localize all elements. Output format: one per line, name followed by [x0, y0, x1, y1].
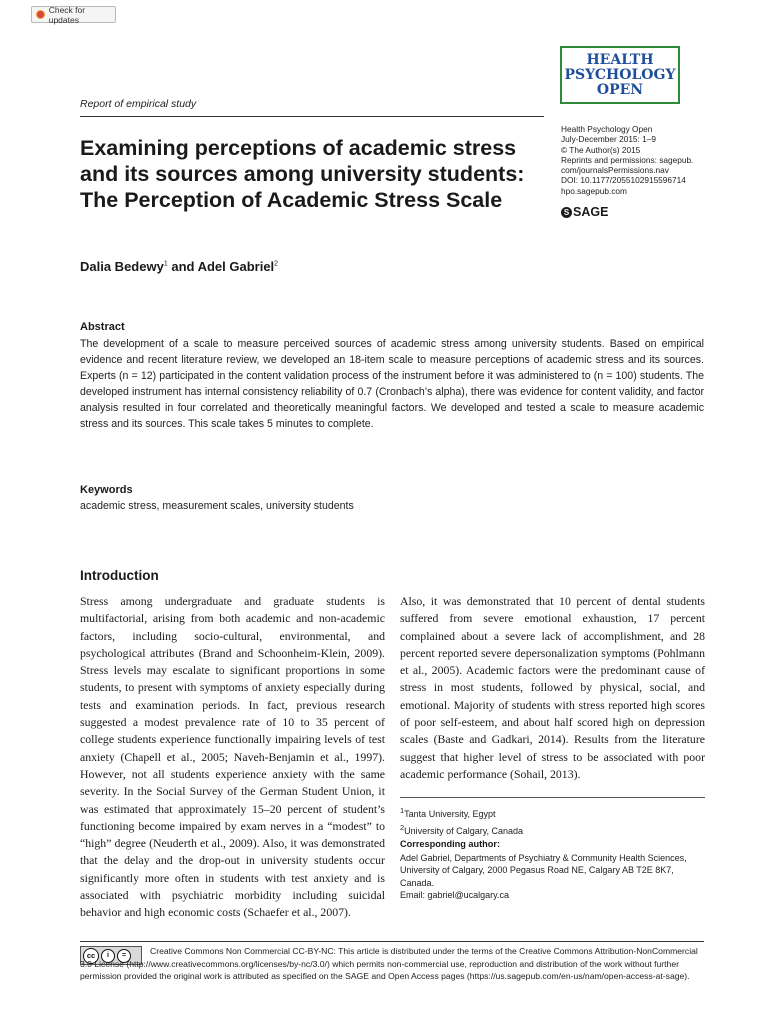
journal-logo — [560, 46, 680, 104]
article-type: Report of empirical study — [80, 98, 197, 110]
logo-line: OPEN — [596, 81, 644, 98]
affiliation-marker: 2 — [274, 260, 279, 268]
publisher-logo — [561, 205, 608, 219]
corr-line: University of Calgary, 2000 Pegasus Road NE, Calgary AB T2E 8K7, — [400, 865, 674, 876]
corresponding-author-details — [400, 852, 710, 901]
title-line: The Perception of Academic Stress Scale — [80, 188, 503, 212]
noncommercial-icon: = — [117, 949, 131, 963]
license-divider — [80, 941, 704, 942]
license-text: Creative Commons Non Commercial CC-BY-NC: This article is distributed under the terms of the Creative Commons Attribution-NonCommercial 3.0 License (http://www.creativecommons.org/licenses/by-nc/3.0/) which permits non-commercial use, reproduction and distribution of the work without further permission provided the original work is attributed as specified on the SAGE and Open Access pages (https://us.sagepub.com/en-us/nam/open-access-at-sage). — [80, 946, 698, 982]
logo-line: PSYCHOLOGY — [564, 66, 676, 83]
copyright: © The Author(s) 2015 — [561, 144, 641, 155]
update-dot-icon — [36, 10, 45, 19]
author-name: Dalia Bedewy — [80, 259, 164, 274]
cc-icon: cc — [83, 948, 99, 964]
journal-metadata — [561, 124, 721, 196]
title-line: Examining perceptions of academic stress — [80, 136, 517, 160]
author-list — [80, 259, 278, 274]
introduction-heading: Introduction — [80, 568, 159, 583]
corr-email[interactable]: Email: gabriel@ucalgary.ca — [400, 889, 510, 900]
affiliations — [400, 804, 523, 838]
journal-site-link[interactable]: hpo.sagepub.com — [561, 185, 627, 196]
journal-name: Health Psychology Open — [561, 124, 653, 134]
affiliation-marker: 1 — [400, 806, 405, 815]
affiliation-item — [400, 804, 523, 821]
corr-line: Canada. — [400, 877, 435, 888]
article-title — [80, 135, 550, 213]
body-column-left: Stress among undergraduate and graduate students is multifactorial, arising from both academic and non-academic factors, including socio-cultural, environmental, and psychological attributes (Brand and Schoonheim-Klein, 2009). Stress levels may escalate to significant proportions in some students, to present with symptoms of anxiety especially during tests and examination periods. In fact, previous research suggested a modest prevalence rate of 10 to 35 percent of college students experience functionally impairing levels of test anxiety (Chapell et al., 2005; Naveh-Benjamin et al., 1997). However, not all students experience anxiety with the same severity. In the Social Survey of the German Student Union, it was estimated that approximately 15–20 percent of student’s functioning become impaired by exam nerves in a “modest” to “high” degree (Neuderth et al., 2009). Also, it was demonstrated that the delay and the drop-out in university students occur significantly more often in students with test anxiety and is associated with psychiatric morbidity including suicidal behavior and high economic costs (Schaefer et al., 2007). — [80, 594, 385, 920]
corresponding-author-heading: Corresponding author: — [400, 839, 501, 849]
affiliation-item — [400, 821, 523, 838]
affiliation-text: University of Calgary, Canada — [404, 826, 524, 836]
publisher-name: SAGE — [573, 205, 609, 219]
footnote-divider — [400, 797, 705, 798]
header-divider — [80, 116, 544, 117]
affiliation-marker: 2 — [400, 823, 405, 832]
abstract-heading: Abstract — [80, 321, 125, 333]
permissions-line: Reprints and permissions: sagepub. — [561, 154, 694, 165]
sage-s-icon: S — [561, 207, 572, 218]
keywords-heading: Keywords — [80, 484, 133, 496]
permissions-link[interactable]: com/journalsPermissions.nav — [561, 165, 669, 176]
corr-line: Adel Gabriel, Departments of Psychiatry & Community Health Sciences, — [400, 853, 687, 863]
issue-dates: July-December 2015: 1–9 — [561, 134, 657, 145]
affiliation-text: Tanta University, Egypt — [404, 809, 496, 819]
author-joiner: and — [167, 259, 198, 274]
attribution-icon: i — [101, 949, 115, 963]
check-for-updates-button[interactable] — [31, 6, 116, 23]
abstract-text: The development of a scale to measure perceived sources of academic stress among university students. Based on empirical evidence and recent literature review, we developed an 18-item scale to measure perceptions of academic stress and its sources. Experts (n = 12) participated in the content validation process of the instrument before it was administered to (n = 100) students. The developed instrument has internal consistency reliability of 0.7 (Cronbach’s alpha), there was evidence for content validity, and factor analysis resulted in four correlated and theoretically meaningful factors. We developed and tested a scale to measure academic stress and its sources. This scale takes 5 minutes to complete. — [80, 338, 704, 430]
keywords-text: academic stress, measurement scales, university students — [80, 500, 354, 512]
affiliation-marker: 1 — [163, 260, 168, 268]
title-line: and its sources among university students: — [80, 162, 525, 186]
doi-link[interactable]: DOI: 10.1177/2055102915596714 — [561, 175, 686, 186]
author-name: Adel Gabriel — [197, 259, 275, 274]
body-column-right: Also, it was demonstrated that 10 percent of dental students suffered from severe emotional exhaustion, 17 percent complained about a severe lack of accomplishment, and 28 percent reported severe depersonalization symptoms (Pohlmann et al., 2005). Academic factors were the predominant cause of stress in most students, followed by physical, social, and emotional. Majority of students with stress reported high scores of poor self-esteem, and about half scored high on depression scales (Baste and Gadkari, 2014). Results from the literature suggest that higher level of stress to be associated with poor academic performance (Sohail, 2013). — [400, 594, 705, 781]
check-for-updates-label: Check for updates — [48, 4, 86, 25]
logo-line: HEALTH — [586, 51, 654, 68]
